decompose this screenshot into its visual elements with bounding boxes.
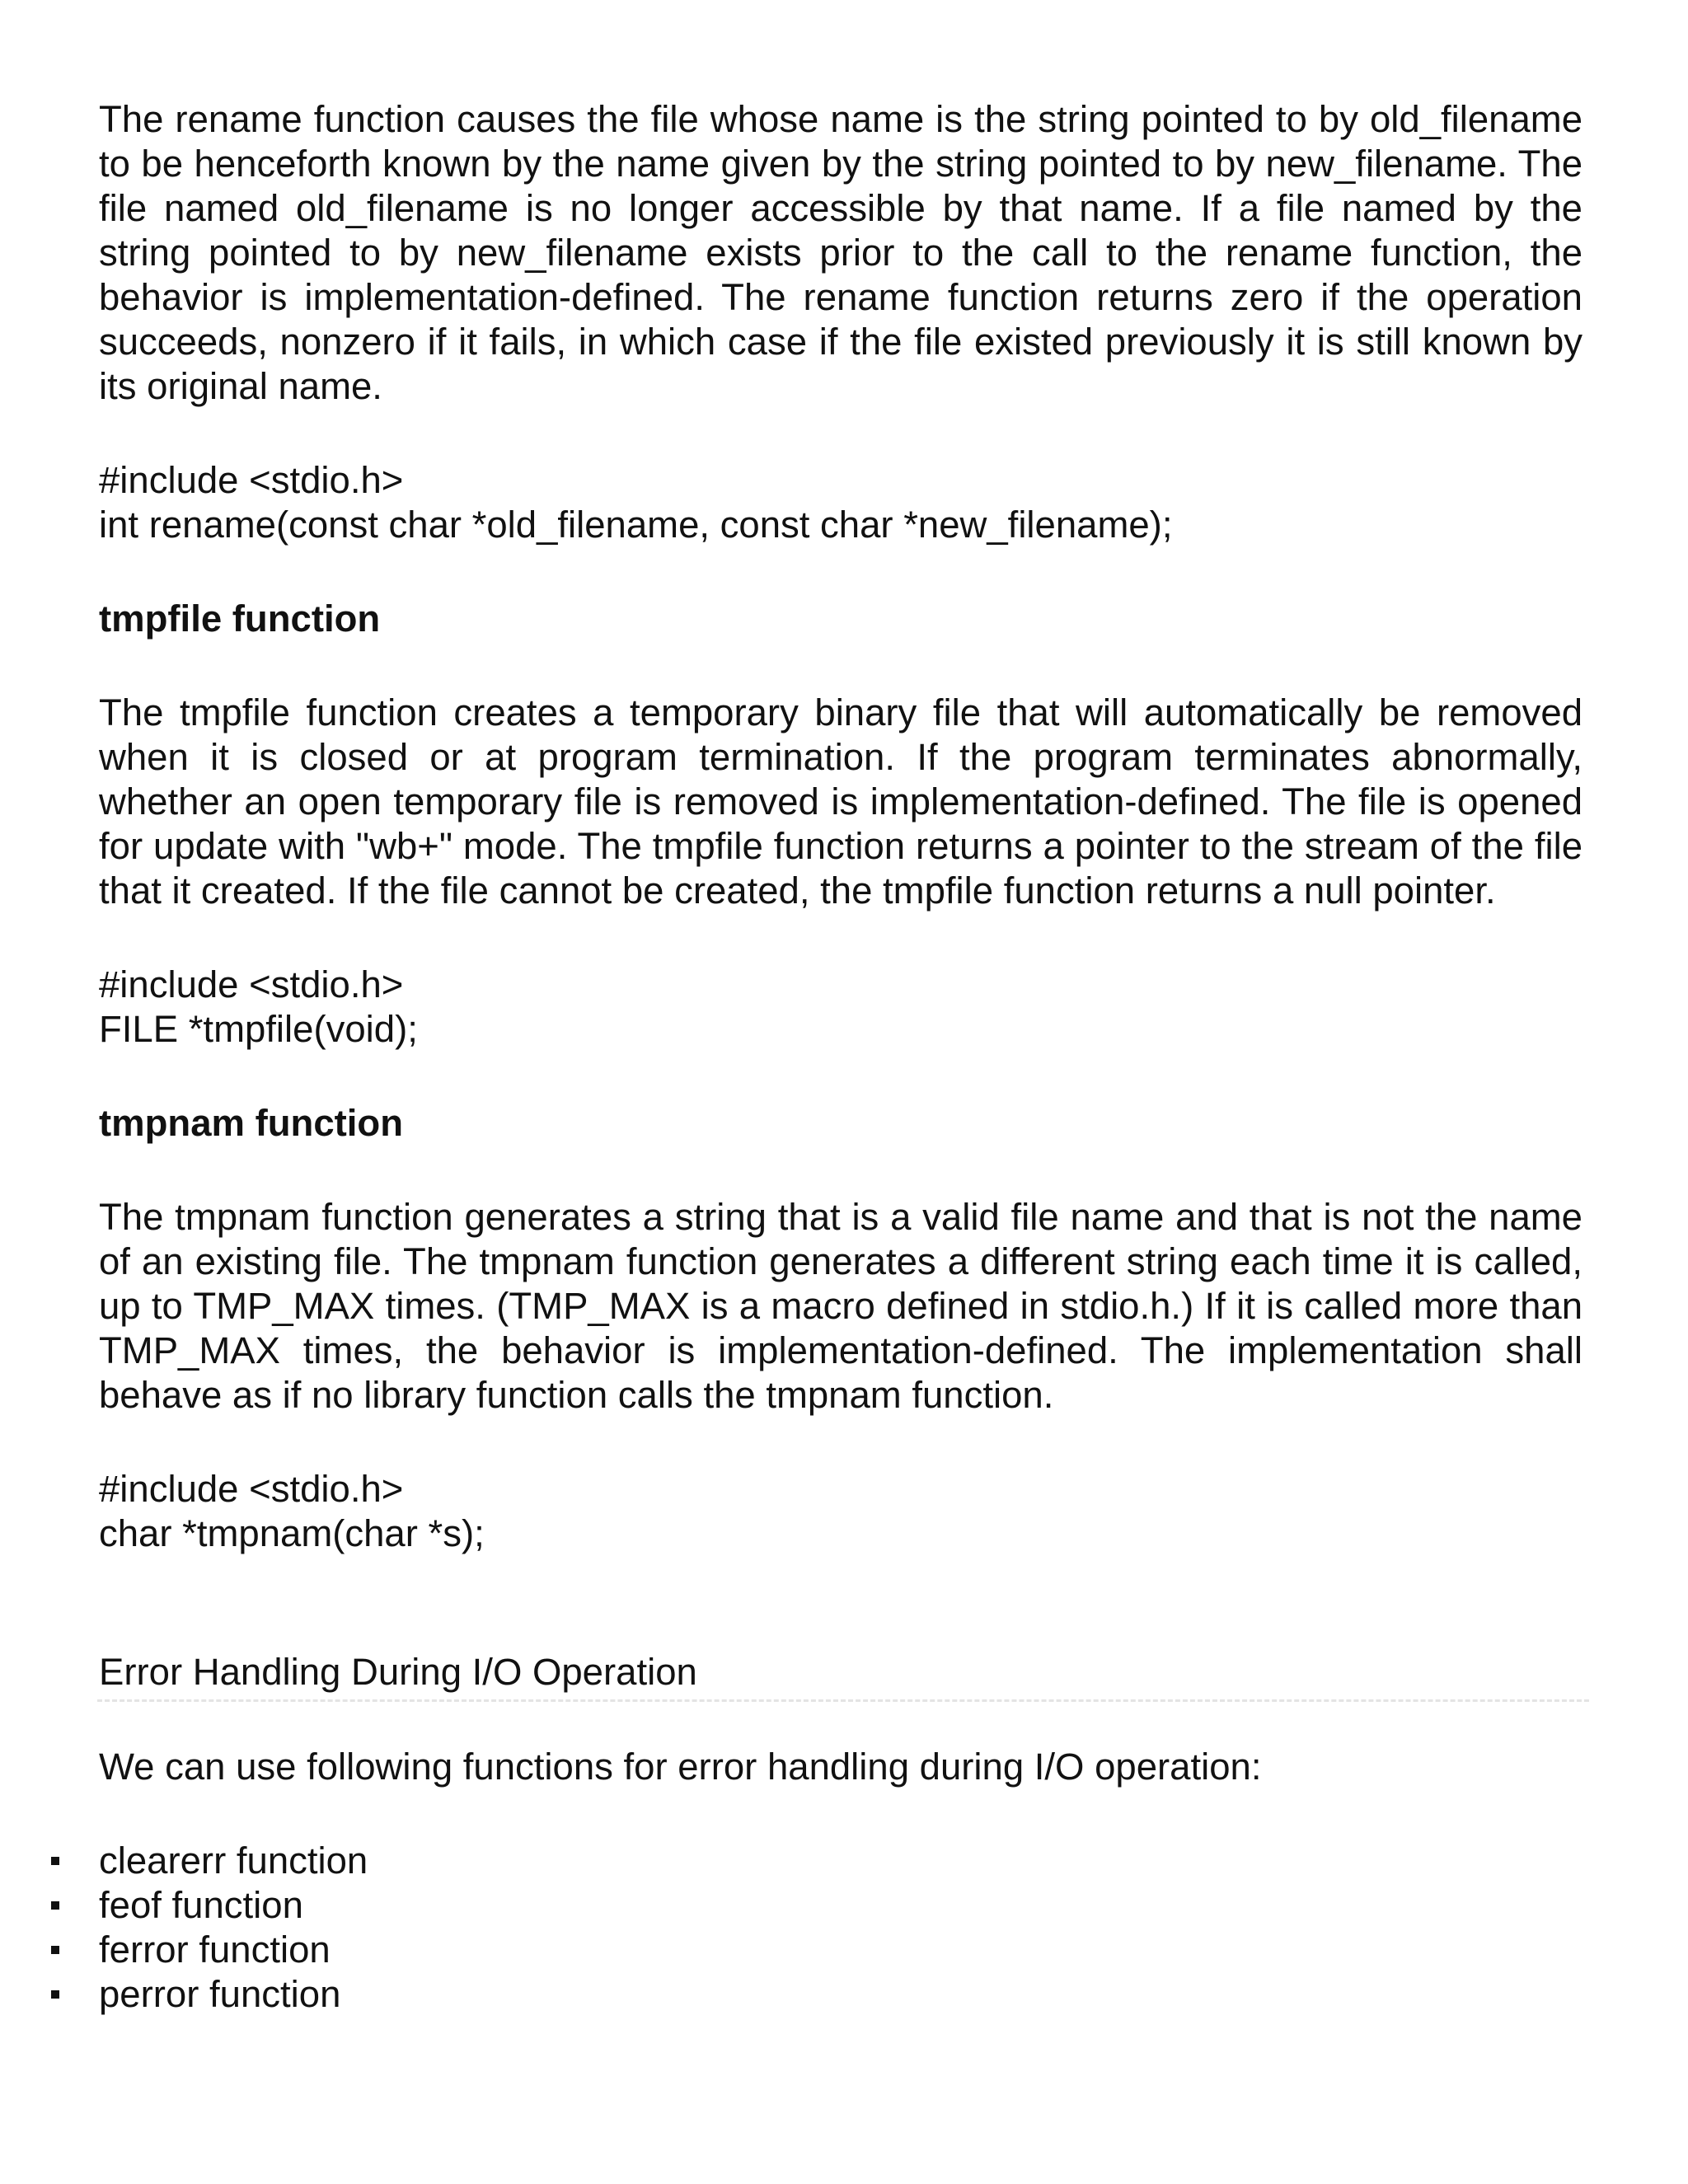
- list-item: [99, 1928, 1582, 1972]
- list-item: [99, 1972, 1582, 2017]
- error-function-list: [99, 1839, 1582, 2017]
- tmpnam-code-prototype: char *tmpnam(char *s);: [99, 1512, 485, 1554]
- tmpnam-code-include: #include <stdio.h>: [99, 1468, 404, 1510]
- rename-code-block: [99, 458, 1582, 547]
- tmpfile-code-block: [99, 963, 1582, 1052]
- tmpnam-heading: tmpnam function: [99, 1102, 404, 1144]
- square-bullet-icon: [51, 1946, 59, 1954]
- error-handling-intro: We can use following functions for error handling during I/O operation:: [99, 1746, 1262, 1788]
- list-item: [99, 1839, 1582, 1883]
- rename-description: The rename function causes the file whose name is the string pointed to by old_filename to be henceforth known by the name given by the string pointed to by new_filename. The file named old_filename is no longer accessible by that name. If a file named by the string pointed to by new_filename exists prior to the call to the rename function, the behavior is implementation-defined. The rename function returns zero if the operation succeeds, nonzero if it fails, in which case if the file existed previously it is still known by its original name.: [99, 98, 1582, 407]
- list-item-label: feof function: [99, 1884, 303, 1926]
- square-bullet-icon: [51, 1990, 59, 1999]
- tmpfile-heading: tmpfile function: [99, 598, 381, 640]
- rename-code-prototype: int rename(const char *old_filename, const char *new_filename);: [99, 504, 1173, 546]
- square-bullet-icon: [51, 1857, 59, 1865]
- list-item-label: ferror function: [99, 1929, 331, 1971]
- tmpnam-description: The tmpnam function generates a string that is a valid file name and that is not the name of an existing file. The tmpnam function generates a different string each time it is called, up to TMP_MAX times. (TMP_MAX is a macro defined in stdio.h.) If it is called more than TMP_MAX times, the behavior is implementation-defined. The implementation shall behave as if no library function calls the tmpnam function.: [99, 1196, 1582, 1416]
- tmpfile-code-prototype: FILE *tmpfile(void);: [99, 1008, 418, 1050]
- document-page: [99, 97, 1582, 2017]
- tmpfile-description: The tmpfile function creates a temporary binary file that will automatically be removed when it is closed or at program termination. If the program terminates abnormally, whether an open temporary file is removed is implementation-defined. The file is opened for update with "wb+" mode. The tmpfile function returns a pointer to the stream of the file that it created. If the file cannot be created, the tmpfile function returns a null pointer.: [99, 691, 1582, 912]
- error-handling-title: Error Handling During I/O Operation: [99, 1651, 697, 1693]
- rename-code-include: #include <stdio.h>: [99, 459, 404, 501]
- list-item-label: perror function: [99, 1973, 341, 2015]
- list-item-label: clearerr function: [99, 1840, 368, 1882]
- tmpnam-code-block: [99, 1467, 1582, 1556]
- list-item: [99, 1883, 1582, 1928]
- square-bullet-icon: [51, 1901, 59, 1910]
- tmpfile-code-include: #include <stdio.h>: [99, 963, 404, 1005]
